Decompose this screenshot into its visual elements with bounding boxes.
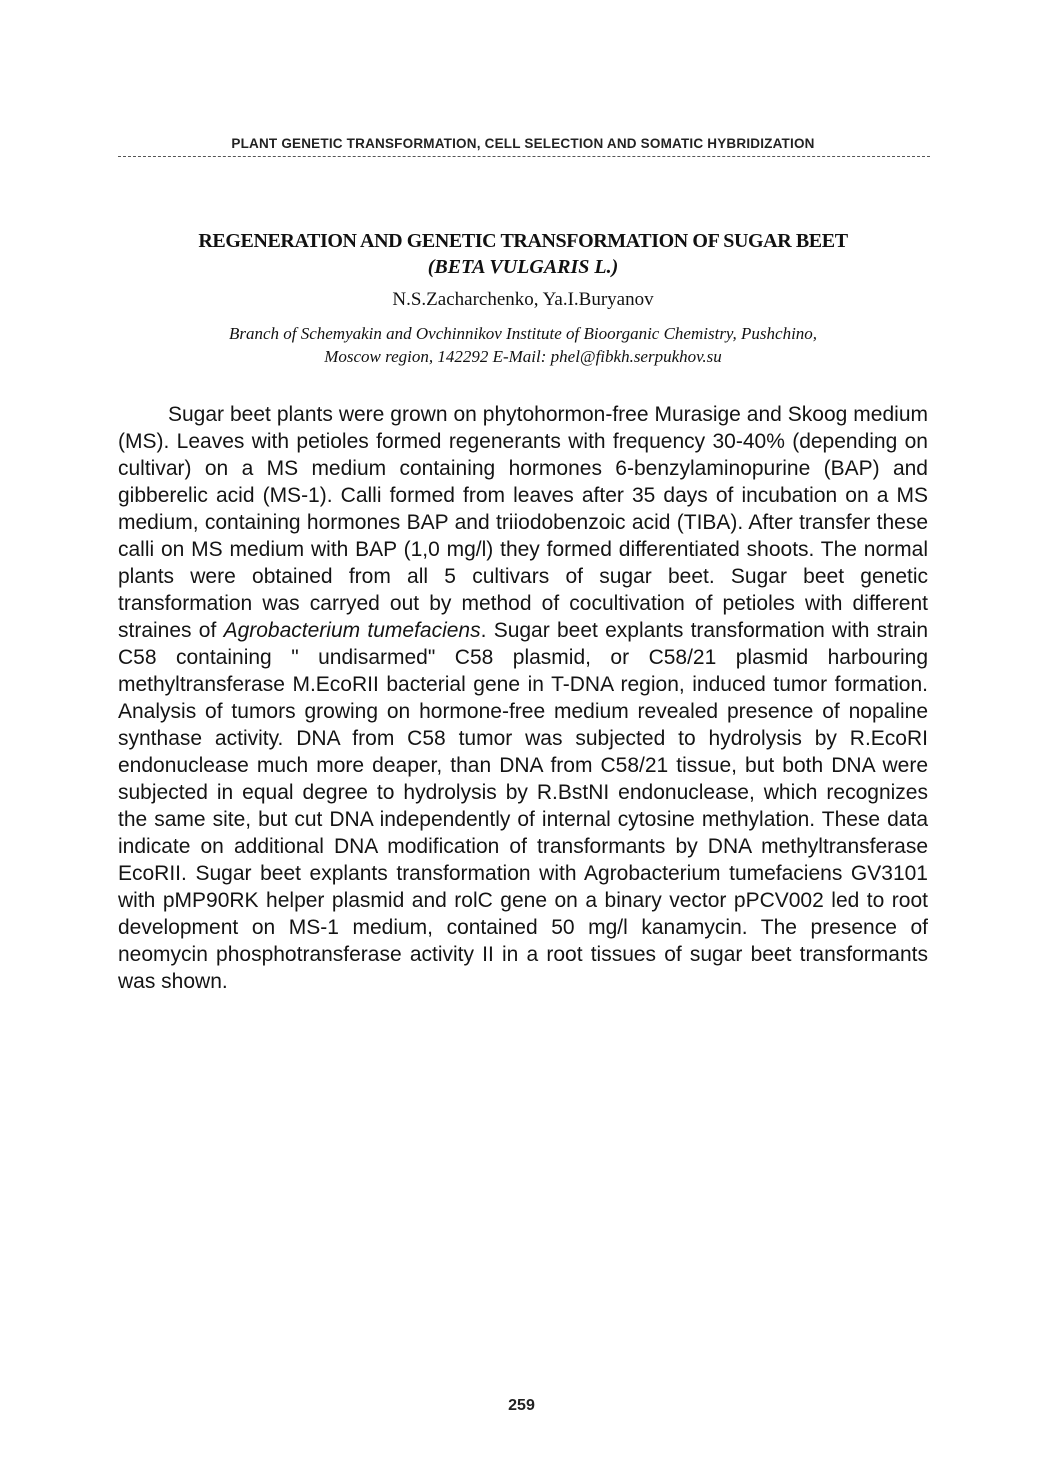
article-subtitle: (BETA VULGARIS L.) [427,256,619,278]
abstract-paragraph [118,401,928,995]
abstract-species-name: Agrobacterium tumefaciens [223,619,481,642]
page-number: 259 [508,1397,535,1414]
authors: N.S.Zacharchenko, Ya.I.Buryanov [392,289,654,310]
affiliation-line-2: Moscow region, 142292 E-Mail: phel@fibkh.serpukhov.su [324,347,722,366]
running-header: PLANT GENETIC TRANSFORMATION, CELL SELECTION AND SOMATIC HYBRIDIZATION [231,136,815,151]
abstract-text-part-2: . Sugar beet explants transformation with strain C58 containing " undisarmed" C58 plasmid, or C58/21 plasmid harbouring methyltransferase M.EcoRII bacterial gene in T-DNA region, induced tumor formation. Analysis of tumors growing on hormone-free medium revealed presence of nopaline synthase activity. DNA from C58 tumor was subjected to hydrolysis by R.EcoRI endonuclease much more deaper, than DNA from C58/21 tissue, but both DNA were subjected in equal degree to hydrolysis by R.BstNI endonuclease, which recognizes the same site, but cut DNA independently of internal cytosine methylation. These data indicate on additional DNA modification of transformants by DNA methyltransferase EcoRII. Sugar beet explants transformation with Agrobacterium tumefaciens GV3101 with pMP90RK helper plasmid and rolC gene on a binary vector pPCV002 led to root development on MS-1 medium, contained 50 mg/l kanamycin. The presence of neomycin phosphotransferase activity II in a root tissues of sugar beet transformants was shown. [118,619,929,993]
abstract-text-part-1: Sugar beet plants were grown on phytohormon-free Murasige and Skoog medium (MS). Leaves with petioles formed regenerants with frequency 30-40% (depending on cultivar) on a MS medium containing hormones 6-benzylaminopurine (BAP) and gibberelic acid (MS-1). Calli formed from leaves after 35 days of incubation on a MS medium, containing hormones BAP and triiodobenzoic acid (TIBA). After transfer these calli on MS medium with BAP (1,0 mg/l) they formed differentiated shoots. The normal plants were obtained from all 5 cultivars of sugar beet. Sugar beet genetic transformation was carryed out by method of cocultivation of petioles with different straines of [118,403,928,642]
affiliation-line-1: Branch of Schemyakin and Ovchinnikov Institute of Bioorganic Chemistry, Pushchino, [228,324,818,343]
affiliation [118,322,928,368]
title-block [118,228,928,368]
header-rule [118,156,930,157]
article-title: REGENERATION AND GENETIC TRANSFORMATION OF SUGAR BEET [198,230,848,252]
